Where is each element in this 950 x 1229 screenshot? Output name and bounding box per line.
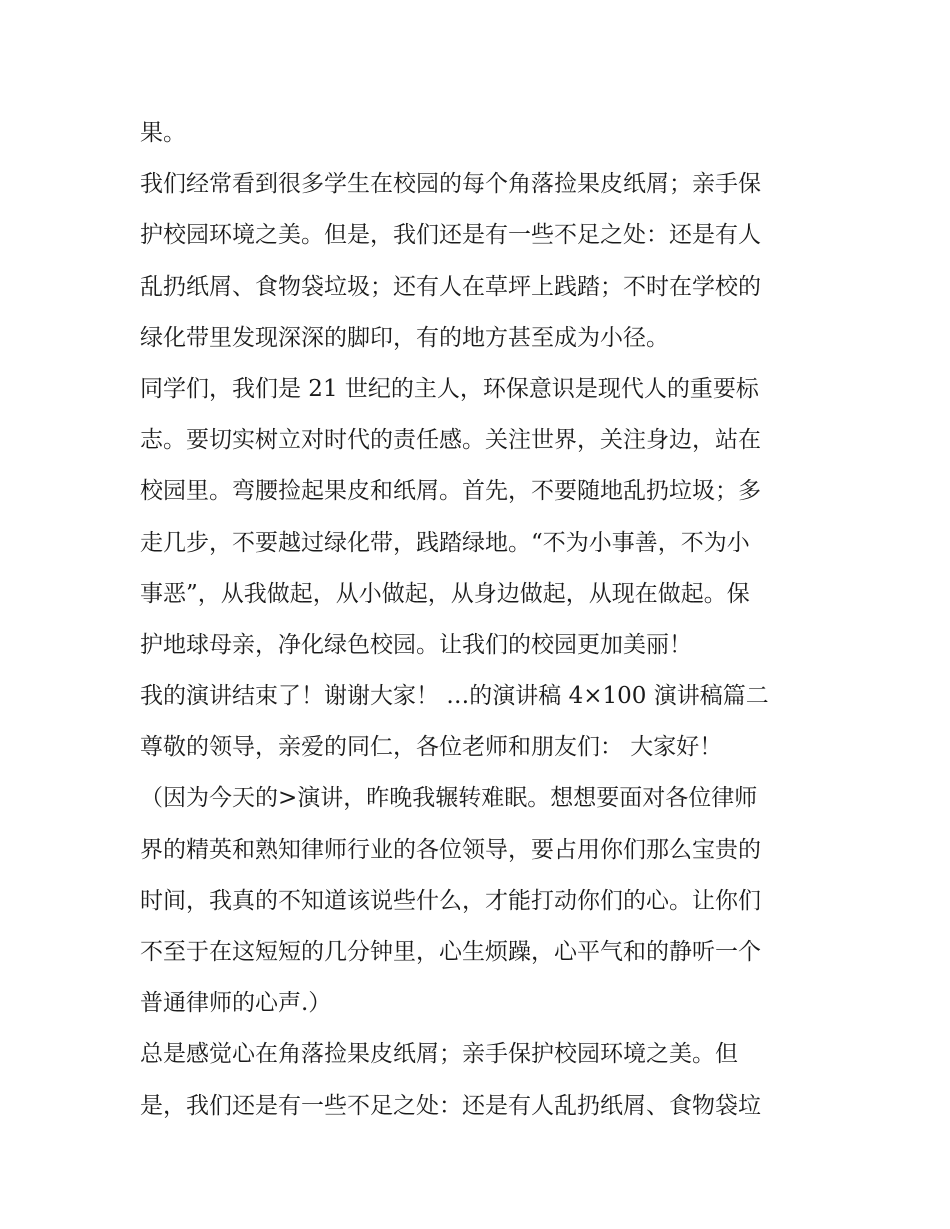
document-body	[140, 108, 820, 1132]
text-line: 果。	[140, 120, 186, 146]
text-line: 护地球母亲，净化绿色校园。让我们的校园更加美丽！	[140, 631, 692, 658]
text-line: 我的演讲结束了！谢谢大家！ …的演讲稿 4×100 演讲稿篇二	[140, 683, 769, 710]
text-line: 界的精英和熟知律师行业的各位领导，要占用你们那么宝贵的	[140, 836, 761, 863]
text-line: 是，我们还是有一些不足之处：还是有人乱扔纸屑、食物袋垃	[140, 1092, 761, 1119]
text-line: 志。要切实树立对时代的责任感。关注世界，关注身边，站在	[140, 427, 761, 454]
text-line: 不至于在这短短的几分钟里，心生烦躁，心平气和的静听一个	[140, 939, 761, 965]
text-line: 事恶”，从我做起，从小做起，从身边做起，从现在做起。保	[140, 580, 750, 607]
text-line: 校园里。弯腰捡起果皮和纸屑。首先，不要随地乱扔垃圾；多	[140, 478, 761, 505]
text-line: 乱扔纸屑、食物袋垃圾；还有人在草坪上践踏；不时在学校的	[140, 273, 761, 300]
text-line: （因为今天的>演讲，昨晚我辗转难眠。想想要面对各位律师	[140, 785, 758, 812]
text-line: 走几步，不要越过绿化带，践踏绿地。“不为小事善，不为小	[140, 529, 750, 556]
text-line: 绿化带里发现深深的脚印，有的地方甚至成为小径。	[140, 324, 669, 351]
text-line: 尊敬的领导，亲爱的同仁，各位老师和朋友们： 大家好！	[140, 734, 723, 761]
text-line: 我们经常看到很多学生在校园的每个角落捡果皮纸屑；亲手保	[140, 171, 761, 198]
text-line: 普通律师的心声.）	[140, 990, 332, 1017]
text-line: 同学们，我们是 21 世纪的主人，环保意识是现代人的重要标	[140, 375, 759, 402]
text-line: 总是感觉心在角落捡果皮纸屑；亲手保护校园环境之美。但	[140, 1041, 738, 1068]
text-line: 护校园环境之美。但是，我们还是有一些不足之处：还是有人	[140, 222, 761, 249]
text-line: 时间，我真的不知道该说些什么，才能打动你们的心。让你们	[140, 887, 761, 914]
